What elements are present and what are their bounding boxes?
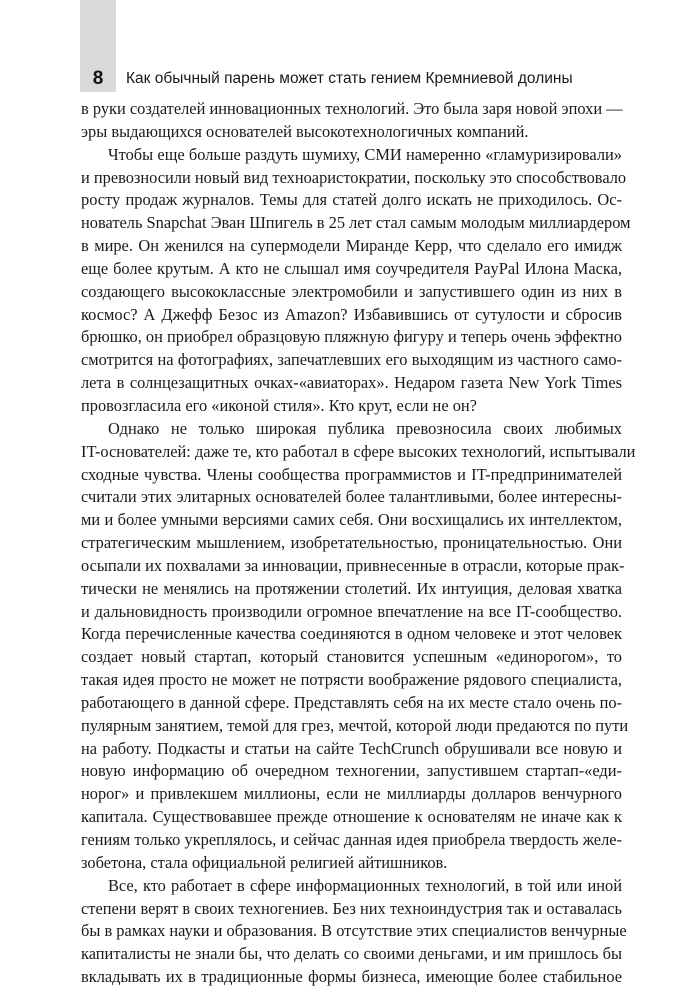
text-line: ми и более умными версиями самих себя. Они восхищались их интеллектом, — [81, 510, 622, 530]
text-line: капиталисты не знали бы, что делать со своими деньгами, и им пришлось бы — [81, 944, 622, 964]
text-line: росту продаж журналов. Темы для статей долго искать не приходилось. Ос- — [81, 190, 622, 210]
text-line: Когда перечисленные качества соединяются в одном человеке и этот человек — [81, 624, 622, 644]
text-line: считали этих элитарных основателей более талантливыми, более интересны- — [81, 487, 622, 507]
body-text — [81, 98, 636, 989]
text-line: Все, кто работает в сфере информационных технологий, в той или иной — [108, 875, 622, 895]
text-line: смотрится на фотографиях, запечатлевших его выходящим из частного само- — [81, 350, 622, 370]
text-line: Однако не только широкая публика превозносила своих любимых — [108, 418, 622, 438]
paragraph — [81, 98, 622, 144]
text-line: в руки создателей инновационных технологий. Это была заря новой эпохи — — [81, 99, 623, 118]
text-line: нователь Snapchat Эван Шпигель в 25 лет стал самым молодым миллиардером — [81, 213, 631, 233]
text-line: брюшко, он приобрел образцовую пляжную фигуру и теперь очень эффектно — [81, 327, 622, 347]
running-title: Как обычный парень может стать гением Кремниевой долины — [126, 70, 573, 87]
text-line: работающего в данной сфере. Представлять себя на их месте стало очень по- — [81, 692, 622, 712]
text-line: стратегическим мышлением, изобретательностью, проницательностью. Они — [81, 533, 622, 553]
text-line: провозгласила его «иконой стиля». Кто крут, если не он? — [81, 395, 477, 415]
paragraph — [81, 144, 631, 418]
text-line: создает новый стартап, который становится успешным «единорогом», то — [81, 647, 622, 667]
text-line: еще более крутым. А кто не слышал имя соучредителя PayPal Илона Маска, — [81, 258, 622, 278]
text-line: сходные чувства. Члены сообщества программистов и IT-предпринимателей — [81, 464, 622, 484]
text-line: эры выдающихся основателей высокотехнологичных компаний. — [81, 121, 529, 141]
text-line: Чтобы еще больше раздуть шумиху, СМИ намеренно «гламуризировали» — [108, 144, 622, 164]
text-line: зобетона, стала официальной религией айтишников. — [81, 852, 448, 872]
text-line: космос? А Джефф Безос из Amazon? Избавившись от сутулости и сбросив — [81, 304, 622, 324]
text-line: создающего высококлассные электромобили и запустившего один из них в — [81, 281, 622, 301]
text-line: и превозносили новый вид техноаристократии, поскольку это способствовало — [81, 167, 627, 187]
text-line: капитала. Существовавшее прежде отношение к основателям не иначе как к — [81, 807, 622, 827]
running-header — [80, 64, 620, 94]
text-line: бы в рамках науки и образования. В отсутствие этих специалистов венчурные — [81, 921, 627, 941]
text-line: и дальновидность производили огромное впечатление на все IT-сообщество. — [81, 601, 622, 621]
text-line: в мире. Он женился на супермодели Миранде Керр, что сделало его имидж — [81, 236, 622, 256]
text-line: степени верят в своих техногениев. Без них техноиндустрия так и оставалась — [81, 898, 622, 918]
text-line: тически не менялись на протяжении столетий. Их интуиция, деловая хватка — [81, 578, 622, 598]
text-line: гениям только укреплялось, и сейчас данная идея приобрела твердость желе- — [81, 830, 622, 849]
text-line: лета в солнцезащитных очках-«авиаторах». Недаром газета New York Times — [81, 373, 622, 393]
text-line: пулярным занятием, темой для грез, мечтой, которой люди предаются по пути — [81, 715, 629, 735]
text-line: на работу. Подкасты и статьи на сайте TechCrunch обрушивали все новую и — [81, 738, 622, 758]
text-line: норог» и привлекшем миллионы, если не миллиарды долларов венчурного — [81, 784, 622, 804]
text-line: новую информацию об очередном техногении, запустившем стартап-«еди- — [81, 761, 622, 781]
paragraph — [81, 418, 636, 875]
text-line: IT-основателей: даже те, кто работал в сфере высоких технологий, испытывали — [81, 441, 636, 461]
text-line: вкладывать их в традиционные формы бизнеса, имеющие более стабильное — [81, 967, 622, 987]
text-line: такая идея просто не может не потрясти воображение рядового специалиста, — [81, 670, 622, 690]
text-line: осыпали их похвалами за инновации, привнесенные в отрасли, которые прак- — [81, 555, 625, 575]
page-number: 8 — [92, 68, 104, 89]
paragraph — [81, 875, 627, 989]
